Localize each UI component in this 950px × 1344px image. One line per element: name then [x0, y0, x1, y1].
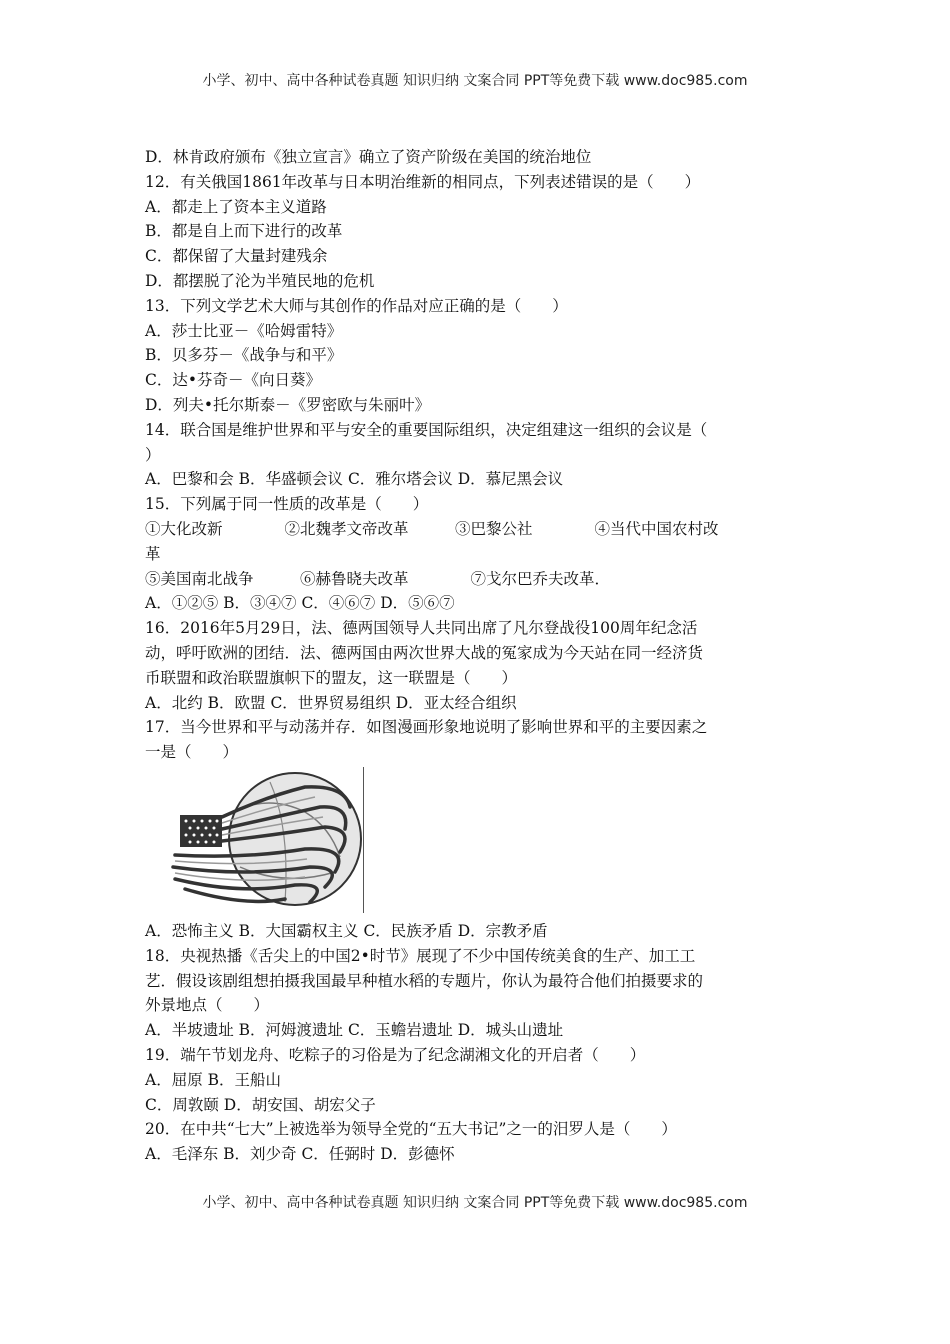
text-line: 13．下列文学艺术大师与其创作的作品对应正确的是（ ）: [145, 296, 568, 315]
text-line: 20．在中共“七大”上被选举为领导全党的“五大书记”之一的汨罗人是（ ）: [145, 1120, 677, 1139]
text-line: 革: [145, 544, 161, 563]
text-line: A．巴黎和会 B．华盛顿会议 C．雅尔塔会议 D．慕尼黑会议: [145, 470, 564, 489]
questions-before-figure: [145, 145, 810, 765]
text-line: 12．有关俄国1861年改革与日本明治维新的相同点，下列表述错误的是（ ）: [145, 172, 701, 191]
text-line: 动，呼吁欧洲的团结．法、德两国由两次世界大战的冤家成为今天站在同一经济货: [145, 643, 704, 662]
figure-border: [363, 767, 364, 913]
text-line: B．贝多芬－《战争与和平》: [145, 346, 343, 365]
text-line: 外景地点（ ）: [145, 996, 270, 1015]
cartoon-figure: [145, 767, 365, 913]
exam-content: [145, 145, 810, 1167]
text-line: A．屈原 B．王船山: [145, 1070, 282, 1089]
text-line: D．列夫•托尔斯泰－《罗密欧与朱丽叶》: [145, 395, 431, 414]
text-line: 19．端午节划龙舟、吃粽子的习俗是为了纪念湖湘文化的开启者（ ）: [145, 1045, 646, 1064]
text-line: 一是（ ）: [145, 743, 239, 762]
text-line: 18．央视热播《舌尖上的中国2•时节》展现了不少中国传统美食的生产、加工工: [145, 946, 696, 965]
text-line: A．都走上了资本主义道路: [145, 197, 327, 216]
text-line: ⑤美国南北战争 ⑥赫鲁晓夫改革 ⑦戈尔巴乔夫改革．: [145, 569, 611, 588]
text-line: A．①②⑤ B．③④⑦ C．④⑥⑦ D．⑤⑥⑦: [145, 594, 455, 613]
text-line: ）: [145, 445, 161, 464]
page-header: 小学、初中、高中各种试卷真题 知识归纳 文案合同 PPT等免费下载 www.doc985.com: [202, 73, 748, 89]
text-line: 17．当今世界和平与动荡并存．如图漫画形象地说明了影响世界和平的主要因素之: [145, 718, 708, 737]
page-footer: 小学、初中、高中各种试卷真题 知识归纳 文案合同 PPT等免费下载 www.doc985.com: [202, 1195, 748, 1211]
text-line: ①大化改新 ②北魏孝文帝改革 ③巴黎公社 ④当代中国农村改: [145, 519, 719, 538]
questions-after-figure: [145, 919, 810, 1167]
text-line: A．莎士比亚－《哈姆雷特》: [145, 321, 343, 340]
text-line: 16．2016年5月29日，法、德两国领导人共同出席了凡尔登战役100周年纪念活: [145, 619, 698, 638]
text-line: D．林肯政府颁布《独立宣言》确立了资产阶级在美国的统治地位: [145, 148, 592, 166]
text-line: A．毛泽东 B．刘少奇 C．任弼时 D．彭德怀: [145, 1145, 455, 1164]
text-line: B．都是自上而下进行的改革: [145, 222, 343, 241]
text-line: 14．联合国是维护世界和平与安全的重要国际组织，决定组建这一组织的会议是（: [145, 420, 708, 439]
text-line: C．都保留了大量封建残余: [145, 247, 328, 266]
text-line: A．半坡遗址 B．河姆渡遗址 C．玉蟾岩遗址 D．城头山遗址: [145, 1021, 564, 1040]
text-line: 艺．假设该剧组想拍摄我国最早种植水稻的专题片，你认为最符合他们拍摄要求的: [145, 971, 704, 990]
text-line: C．周敦颐 D．胡安国、胡宏父子: [145, 1095, 376, 1114]
text-line: A．恐怖主义 B．大国霸权主义 C．民族矛盾 D．宗教矛盾: [145, 921, 548, 940]
text-line: C．达•芬奇－《向日葵》: [145, 371, 322, 390]
text-line: D．都摆脱了沦为半殖民地的危机: [145, 271, 375, 290]
text-line: A．北约 B．欧盟 C．世界贸易组织 D．亚太经合组织: [145, 693, 517, 712]
text-line: 币联盟和政治联盟旗帜下的盟友，这一联盟是（ ）: [145, 668, 518, 687]
cartoon-flag-wrapping-globe-icon: [145, 767, 363, 913]
text-line: 15．下列属于同一性质的改革是（ ）: [145, 495, 429, 514]
